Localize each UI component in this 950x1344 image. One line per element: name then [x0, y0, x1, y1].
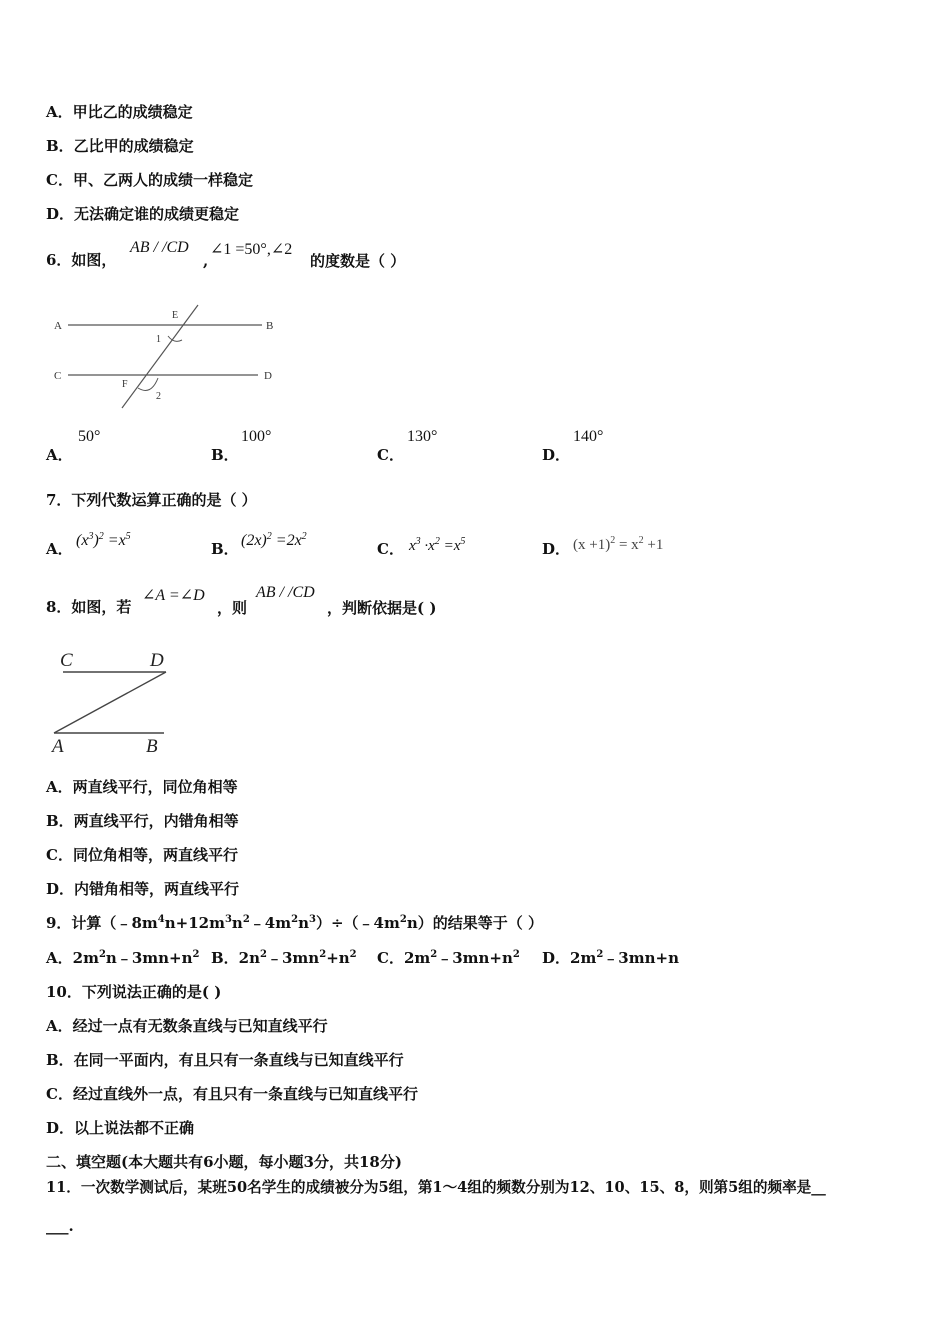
q9-option-c: C．$2m^2﹣3mn+n^2$ [377, 949, 520, 967]
label-d: D [264, 370, 272, 382]
angle-2-arc [138, 378, 158, 390]
q6-option-d-letter: D． [542, 446, 571, 464]
q6-option-c-value: 130° [407, 428, 438, 445]
q6-math-parallel: AB / /CD [130, 239, 189, 256]
q6-option-b-letter: B． [211, 446, 239, 464]
section2-heading: 二、填空题(本大题共有6小题，每小题3分，共18分) [46, 1153, 402, 1171]
q10-option-b: B．在同一平面内，有且只有一条直线与已知直线平行 [46, 1051, 404, 1069]
q8-option-b: B．两直线平行，内错角相等 [46, 812, 239, 830]
line-ad [54, 672, 166, 733]
q10-option-d: D．以上说法都不正确 [46, 1119, 195, 1137]
q7-option-d-letter: D． [542, 540, 571, 558]
label-f: F [122, 379, 128, 390]
q8-mid: ，则 [217, 599, 248, 617]
q6-option-a-letter: A． [46, 446, 73, 464]
q6-comma: , [203, 252, 209, 270]
q7-option-c-expr: $x^3 \cdot x^2 =x^5$ [409, 536, 466, 554]
q5-option-b: B．乙比甲的成绩稳定 [46, 137, 194, 155]
q7-option-a-expr: $(x^3)^2 =x^5$ [76, 531, 131, 549]
label-a: A [52, 736, 64, 757]
q8-prefix: 8．如图，若 [46, 598, 132, 616]
label-c: C [60, 650, 73, 671]
q10-option-a: A．经过一点有无数条直线与已知直线平行 [46, 1017, 328, 1035]
q6-option-a-value: 50° [78, 428, 101, 445]
q6-option-c-letter: C． [377, 446, 404, 464]
q11-line1: 11．一次数学测试后，某班50名学生的成绩被分为5组，第1～4组的频数分别为12、10、15、8，则第5组的频率是__ [46, 1179, 826, 1196]
q6-math-angles: ∠1 =50°,∠2 [210, 241, 293, 258]
q9-option-a: A．$2m^2n﹣3mn+n^2$ [46, 949, 200, 967]
q8-math-angle: ∠A =∠D [142, 587, 205, 604]
q8-option-a: A．两直线平行，同位角相等 [46, 778, 238, 796]
q6-option-b-value: 100° [241, 428, 272, 445]
q8-math-parallel: AB / /CD [256, 584, 315, 601]
q8-option-c: C．同位角相等，两直线平行 [46, 846, 238, 864]
q7-option-c-letter: C． [377, 540, 404, 558]
q8-option-d: D．内错角相等，两直线平行 [46, 880, 240, 898]
q6-option-d-value: 140° [573, 428, 604, 445]
q10-stem: 10．下列说法正确的是( ) [46, 983, 222, 1001]
q7-option-a-letter: A． [46, 540, 73, 558]
label-c: C [54, 370, 62, 382]
q9-stem: 9．计算$(﹣8m^4n+12m^3n^2﹣4m^2n^3)\div(﹣4m^2n)$的结果等于（ ） [46, 914, 543, 932]
q7-stem: 7．下列代数运算正确的是（ ） [46, 491, 257, 509]
q7-option-b-letter: B． [211, 540, 239, 558]
q10-option-c: C．经过直线外一点，有且只有一条直线与已知直线平行 [46, 1085, 418, 1103]
q7-option-b-expr: $(2x)^2 =2x^2$ [241, 531, 307, 549]
label-b: B [266, 320, 274, 332]
q9-option-b: B．$2n^2﹣3mn^2+n^2$ [211, 949, 357, 967]
q6-prefix: 6．如图， [46, 251, 117, 269]
q9-option-d: D．$2m^2﹣3mn+n$ [542, 949, 679, 967]
q5-option-c: C．甲、乙两人的成绩一样稳定 [46, 171, 253, 189]
q6-suffix: 的度数是（ ） [310, 252, 406, 270]
q6-figure [46, 298, 286, 413]
q5-option-a: A．甲比乙的成绩稳定 [46, 103, 193, 121]
label-e: E [172, 310, 179, 321]
q6-stem [46, 250, 116, 270]
q8-figure [46, 642, 186, 760]
label-b: B [146, 736, 158, 757]
label-a: A [54, 320, 62, 332]
q8-suffix: ，判断依据是( ) [327, 599, 437, 617]
q7-option-d-expr: $(x +1)^2 = x^2 +1$ [573, 535, 664, 553]
label-d: D [150, 650, 164, 671]
q5-option-d: D．无法确定谁的成绩更稳定 [46, 205, 240, 223]
q11-line2: ___. [46, 1217, 74, 1235]
label-1: 1 [156, 334, 161, 345]
label-2: 2 [156, 391, 161, 402]
